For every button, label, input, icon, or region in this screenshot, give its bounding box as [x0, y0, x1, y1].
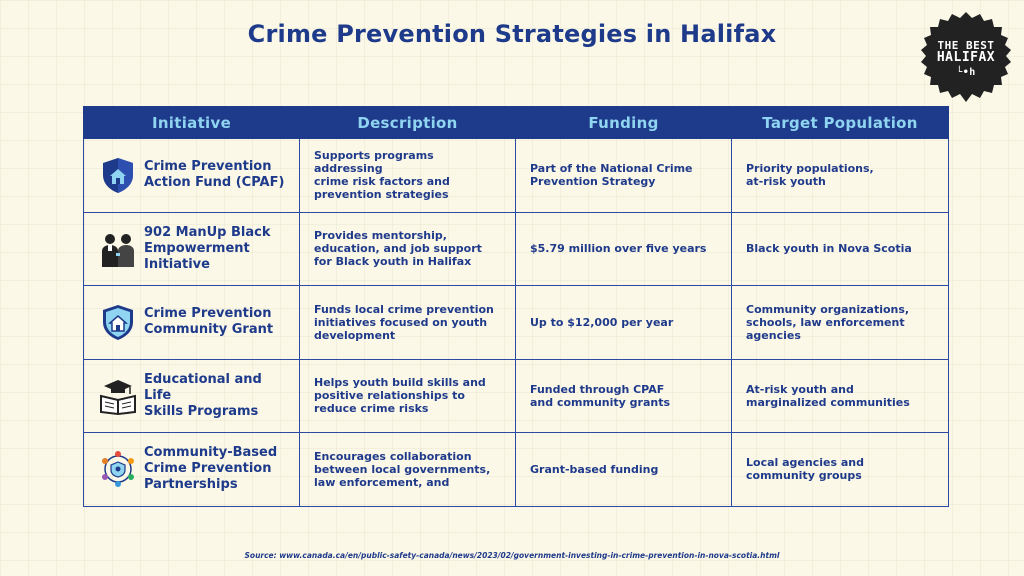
target-cell: [732, 139, 949, 213]
target-text: Local agencies and community groups: [746, 456, 864, 483]
badge-line-1: THE BEST: [937, 39, 995, 52]
table-row: [84, 286, 949, 360]
page-title: Crime Prevention Strategies in Halifax: [247, 20, 777, 48]
description-cell: [300, 286, 516, 360]
funding-cell: [516, 139, 732, 213]
funding-cell: [516, 286, 732, 360]
description-text: Helps youth build skills and positive relationships to reduce crime risks: [314, 376, 486, 416]
header-description: Description: [300, 107, 516, 139]
graduation-book-icon: [98, 376, 138, 416]
funding-text: Grant-based funding: [530, 462, 659, 476]
initiative-cell: [84, 359, 300, 433]
description-cell: [300, 433, 516, 507]
target-text: Priority populations, at-risk youth: [746, 162, 874, 189]
initiative-cell: [84, 433, 300, 507]
description-cell: [300, 139, 516, 213]
source-citation: Source: www.canada.ca/en/public-safety-canada/news/2023/02/government-investing-in-crime-prevention-in-nova-scotia.html: [244, 551, 780, 560]
description-cell: [300, 359, 516, 433]
initiative-label: Educational and Life Skills Programs: [144, 371, 262, 419]
target-cell: [732, 359, 949, 433]
target-cell: [732, 212, 949, 286]
table-header-row: [84, 107, 949, 139]
funding-text: $5.79 million over five years: [530, 242, 707, 256]
brand-badge: [918, 10, 1014, 106]
funding-cell: [516, 433, 732, 507]
shield-home-icon: [98, 302, 138, 342]
header-funding: Funding: [516, 107, 732, 139]
badge-line-3: └•h: [956, 67, 976, 78]
table-row: [84, 433, 949, 507]
header-target-population: Target Population: [732, 107, 949, 139]
target-cell: [732, 433, 949, 507]
badge-line-2: HALIFAX: [936, 50, 996, 65]
funding-text: Up to $12,000 per year: [530, 315, 674, 329]
funding-text: Part of the National Crime Prevention Strategy: [530, 162, 693, 189]
initiative-cell: [84, 212, 300, 286]
initiative-label: 902 ManUp Black Empowerment Initiative: [144, 224, 271, 272]
target-text: Black youth in Nova Scotia: [746, 242, 912, 256]
initiative-label: Community-Based Crime Prevention Partnerships: [144, 445, 278, 493]
description-text: Supports programs addressing crime risk factors and prevention strategies: [314, 149, 450, 202]
description-text: Encourages collaboration between local governments, law enforcement, and: [314, 449, 491, 489]
initiative-cell: [84, 286, 300, 360]
community-network-icon: [98, 449, 138, 489]
funding-cell: [516, 359, 732, 433]
description-cell: [300, 212, 516, 286]
description-text: Provides mentorship, education, and job support for Black youth in Halifax: [314, 229, 482, 269]
table-row: [84, 359, 949, 433]
initiative-label: Crime Prevention Action Fund (CPAF): [144, 159, 285, 191]
target-text: At-risk youth and marginalized communities: [746, 382, 910, 409]
initiative-label: Crime Prevention Community Grant: [144, 306, 274, 338]
table-row: [84, 212, 949, 286]
shield-house-icon: [98, 155, 138, 195]
strategies-table: [83, 106, 949, 507]
funding-text: Funded through CPAF and community grants: [530, 382, 671, 409]
target-text: Community organizations, schools, law enforcement agencies: [746, 302, 910, 342]
target-cell: [732, 286, 949, 360]
table-row: [84, 139, 949, 213]
header-initiative: Initiative: [84, 107, 300, 139]
description-text: Funds local crime prevention initiatives focused on youth development: [314, 302, 494, 342]
mentors-icon: [98, 229, 138, 269]
initiative-cell: [84, 139, 300, 213]
funding-cell: [516, 212, 732, 286]
